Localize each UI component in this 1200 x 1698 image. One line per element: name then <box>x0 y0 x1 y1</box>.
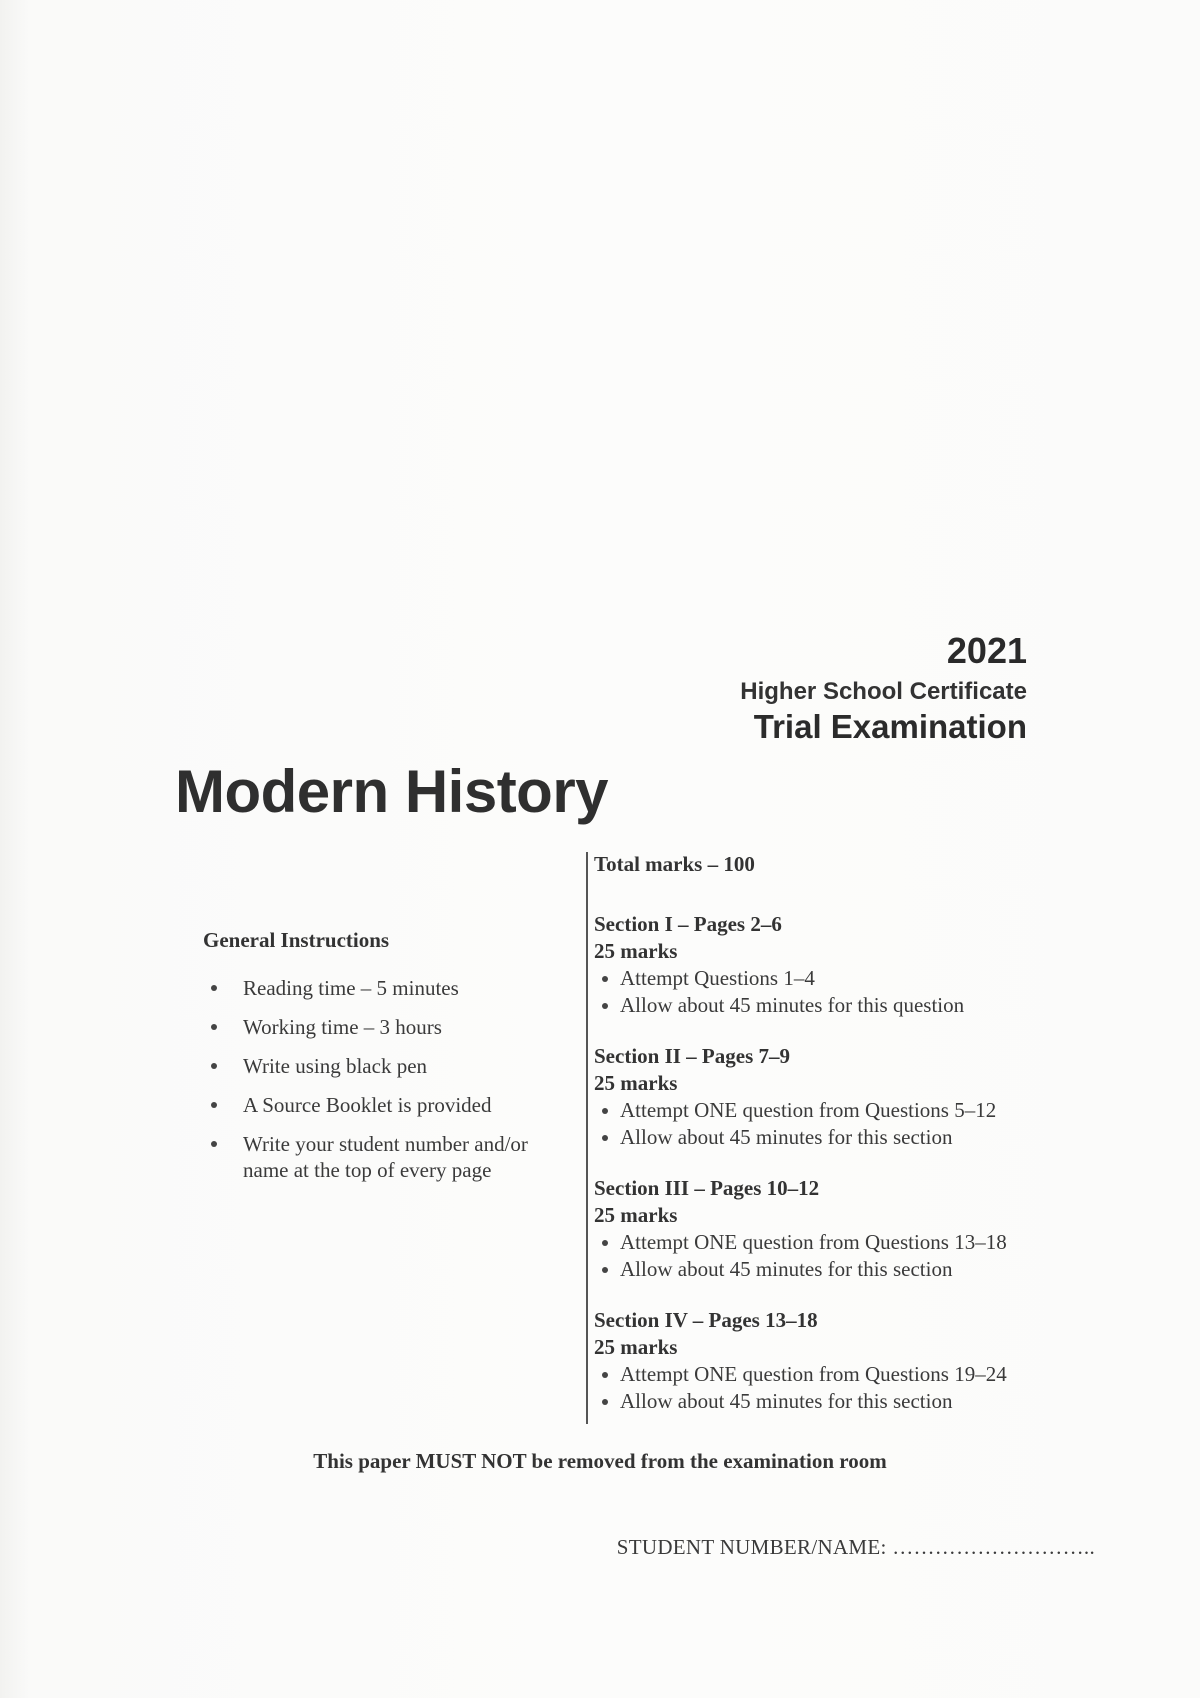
section-instruction-text: Allow about 45 minutes for this section <box>620 1257 953 1281</box>
bullet-icon <box>602 1267 608 1273</box>
exam-year: 2021 <box>946 630 1027 671</box>
general-instructions <box>203 928 573 1196</box>
instruction-item <box>203 1053 573 1079</box>
section-instruction-item <box>594 992 1064 1019</box>
section-instruction-text: Attempt ONE question from Questions 5–12 <box>620 1098 997 1122</box>
bullet-icon <box>602 1003 608 1009</box>
section-instructions <box>594 1229 1064 1283</box>
instruction-item <box>203 1092 573 1118</box>
section-marks: 25 marks <box>594 1071 678 1095</box>
section-instruction-text: Attempt ONE question from Questions 19–24 <box>620 1362 1007 1386</box>
section-instruction-item <box>594 1124 1064 1151</box>
exam-type: Trial Examination <box>753 708 1027 745</box>
bullet-icon <box>602 1108 608 1114</box>
bullet-icon <box>211 985 217 991</box>
bullet-icon <box>211 1024 217 1030</box>
section-instruction-item <box>594 1361 1064 1388</box>
general-instructions-list <box>203 975 573 1183</box>
section-instruction-item <box>594 1256 1064 1283</box>
instruction-text: Write using black pen <box>243 1054 428 1078</box>
column-divider <box>586 852 588 1424</box>
instruction-item <box>203 975 573 1001</box>
section-instruction-item <box>594 1229 1064 1256</box>
section-marks: 25 marks <box>594 939 678 963</box>
section-instructions <box>594 1097 1064 1151</box>
bullet-icon <box>211 1102 217 1108</box>
instruction-item <box>203 1131 573 1183</box>
section-marks: 25 marks <box>594 1203 678 1227</box>
instruction-text: Reading time – 5 minutes <box>243 976 459 1000</box>
section-block-2 <box>594 1043 1064 1151</box>
section-marks: 25 marks <box>594 1335 678 1359</box>
section-instruction-item <box>594 965 1064 992</box>
section-title: Section II – Pages 7–9 <box>594 1044 790 1068</box>
instruction-text: Write your student number and/or name at the top of every page <box>243 1132 528 1182</box>
section-block-1 <box>594 911 1064 1019</box>
section-instruction-item <box>594 1388 1064 1415</box>
bullet-icon <box>602 976 608 982</box>
certificate-name: Higher School Certificate <box>740 678 1027 705</box>
removal-warning: This paper MUST NOT be removed from the examination room <box>313 1449 887 1473</box>
section-instructions <box>594 965 1064 1019</box>
bullet-icon <box>602 1240 608 1246</box>
bullet-icon <box>602 1372 608 1378</box>
section-instruction-text: Attempt ONE question from Questions 13–18 <box>620 1230 1007 1254</box>
section-instruction-text: Attempt Questions 1–4 <box>620 966 815 990</box>
section-title: Section IV – Pages 13–18 <box>594 1308 818 1332</box>
student-number-name-field[interactable]: STUDENT NUMBER/NAME: ……………………….. <box>616 1535 1095 1559</box>
bullet-icon <box>211 1063 217 1069</box>
instruction-item <box>203 1014 573 1040</box>
bullet-icon <box>602 1399 608 1405</box>
section-instruction-text: Allow about 45 minutes for this question <box>620 993 965 1017</box>
general-instructions-title: General Instructions <box>203 928 390 952</box>
sections-column <box>594 852 1064 1439</box>
section-instruction-text: Allow about 45 minutes for this section <box>620 1125 953 1149</box>
section-title: Section I – Pages 2–6 <box>594 912 782 936</box>
instruction-text: A Source Booklet is provided <box>243 1093 492 1117</box>
instruction-text: Working time – 3 hours <box>243 1015 442 1039</box>
section-instruction-item <box>594 1097 1064 1124</box>
bullet-icon <box>602 1135 608 1141</box>
subject-title: Modern History <box>175 758 609 825</box>
section-block-3 <box>594 1175 1064 1283</box>
section-instructions <box>594 1361 1064 1415</box>
bullet-icon <box>211 1141 217 1147</box>
section-block-4 <box>594 1307 1064 1415</box>
section-instruction-text: Allow about 45 minutes for this section <box>620 1389 953 1413</box>
section-title: Section III – Pages 10–12 <box>594 1176 820 1200</box>
total-marks: Total marks – 100 <box>594 852 755 876</box>
